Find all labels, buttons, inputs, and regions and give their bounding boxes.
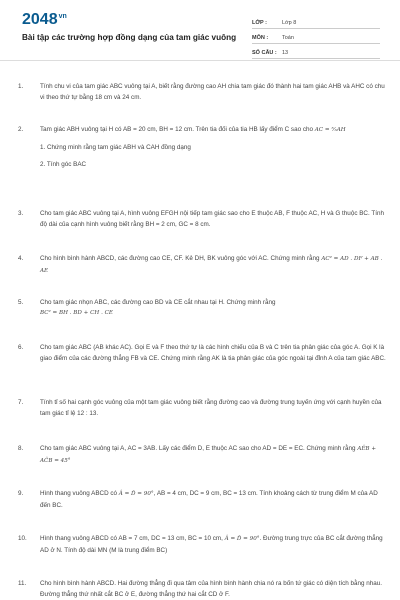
- question-number: 10.: [18, 535, 27, 542]
- question-text: Cho tam giác ABC vuông tại A, hình vuông EFGH nội tiếp tam giác sao cho E thuộc AB, F thuộc AC, H và G thuộc BC. Tính độ dài của cạnh hình vuông biết rằng BH = 2 cm, GC = 8 cm.: [40, 210, 384, 228]
- sub-question: 2. Tính góc BAC: [40, 161, 87, 168]
- meta-label: SỐ CÂU :: [252, 50, 277, 56]
- question-item: [18, 533, 388, 556]
- page-title: Bài tập các trường hợp đồng dạng của tam giác vuông: [22, 33, 237, 42]
- question-text: Cho tam giác ABC vuông tại A, AC = 3AB. Lấy các điểm D, E thuộc AC sao cho AD = DE = EC. Chứng minh rằng: [40, 445, 356, 452]
- meta-value: Toán: [282, 35, 294, 41]
- question-item: [18, 124, 388, 170]
- question-item: [18, 397, 388, 419]
- question-number: 6.: [18, 344, 24, 351]
- question-item: [18, 578, 388, 600]
- question-item: [18, 253, 388, 277]
- document-header: [0, 0, 400, 61]
- question-text: Cho hình bình hành ABCD, các đường cao CE, CF. Kẻ DH, BK vuông góc với AC. Chứng minh rằng: [40, 255, 320, 262]
- question-item: [18, 81, 388, 103]
- question-item: [18, 488, 388, 511]
- math-expression: Â = D̂ = 90°: [224, 536, 260, 542]
- sub-question: 1. Chứng minh rằng tam giác ABH và CAH đồng dạng: [40, 144, 191, 151]
- question-text: , AB = 4 cm, DC = 9 cm, BC = 13 cm. Tính khoảng cách từ trung điểm M của AD đến BC.: [40, 490, 378, 509]
- math-expression: AC = ⁵⁄₃AH: [314, 127, 346, 133]
- meta-table: [252, 14, 380, 59]
- math-expression: AC² = AD . DF + AB . AE: [40, 256, 383, 274]
- question-text: Tính chu vi của tam giác ABC vuông tại A, biết rằng đường cao AH chia tam giác đó thành hai tam giác AHB và AHC có chu vi theo thứ tự bằng 18 cm và 24 cm.: [40, 83, 385, 101]
- question-text: Tam giác ABH vuông tại H có AB = 20 cm, BH = 12 cm. Trên tia đối của tia HB lấy điểm C sao cho: [40, 126, 313, 133]
- site-logo[interactable]: $2048^{vn}$: [22, 11, 67, 28]
- math-expression: Â = D̂ = 90°: [118, 491, 154, 497]
- question-text: Cho tam giác ABC (AB khác AC). Gọi E và F theo thứ tự là các hình chiếu của B và C trên tia phân giác của góc A. Gọi K là giao điểm của các đường thẳng FB và CE. Chứng minh rằng AK là tia phân giác của góc ngoài tại đỉnh A của tam giác ABC.: [40, 344, 386, 362]
- question-text: Hình thang vuông ABCD có AB = 7 cm, DC = 13 cm, BC = 10 cm,: [40, 535, 223, 542]
- question-number: 4.: [18, 255, 24, 262]
- question-item: [18, 297, 388, 319]
- question-item: [18, 208, 388, 230]
- question-text: Tính tỉ số hai cạnh góc vuông của một tam giác vuông biết rằng đường cao và đường trung tuyến ứng với cạnh huyền của tam giác tỉ lệ 12 : 13.: [40, 399, 382, 417]
- math-expression: AÊB + AĈB = 45°: [40, 446, 377, 464]
- meta-label: MÔN :: [252, 35, 269, 41]
- meta-label: LỚP :: [252, 20, 267, 26]
- question-number: 7.: [18, 399, 24, 406]
- meta-row-count: [252, 44, 380, 59]
- question-text: Hình thang vuông ABCD có: [40, 490, 118, 497]
- question-number: 5.: [18, 299, 24, 306]
- meta-value: Lớp 8: [282, 20, 297, 26]
- question-text: Cho hình bình hành ABCD. Hai đường thẳng đi qua tâm của hình bình hành chia nó ra bốn tứ giác có diện tích bằng nhau. Đường thẳng thứ nhất cắt BC ở E, đường thẳng thứ hai cắt CD ở F.: [40, 580, 382, 598]
- question-number: 1.: [18, 83, 24, 90]
- math-expression: BC² = BH . BD + CH . CE: [40, 310, 113, 316]
- question-item: [18, 443, 388, 467]
- meta-value: 13: [282, 50, 289, 56]
- question-number: 3.: [18, 210, 24, 217]
- question-number: 8.: [18, 445, 24, 452]
- meta-row-subject: [252, 29, 380, 44]
- question-text: Cho tam giác nhọn ABC, các đường cao BD và CE cắt nhau tại H. Chứng minh rằng: [40, 299, 276, 306]
- question-number: 11.: [18, 580, 27, 587]
- question-number: 9.: [18, 490, 24, 497]
- question-text: . Đường trung trực của BC cắt đường thẳng AD ở N. Tính độ dài MN (M là trung điểm BC): [40, 535, 383, 554]
- question-number: 2.: [18, 126, 24, 133]
- meta-row-class: [252, 14, 380, 29]
- question-item: [18, 342, 388, 364]
